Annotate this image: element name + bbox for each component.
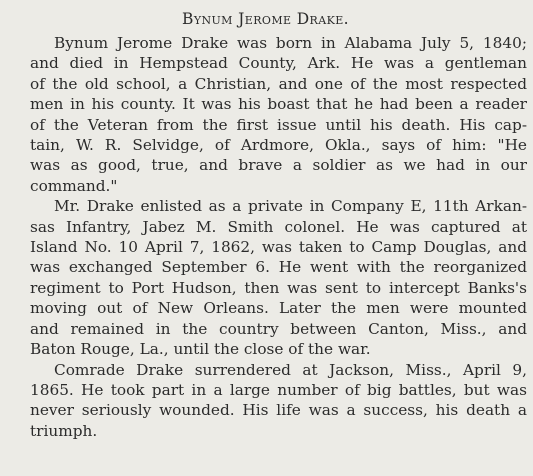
paragraph-line: tain, W. R. Selvidge, of Ardmore, Okla., says of him: "He (30, 136, 527, 155)
paragraph-line: command." (30, 176, 118, 195)
paragraph-line: was as good, true, and brave a soldier as we had in our (30, 156, 527, 175)
paragraph-line: 1865. He took part in a large number of big battles, but was (30, 380, 527, 399)
paragraph-line: moving out of New Orleans. Later the men were mounted (30, 299, 527, 318)
paragraph-line: Mr. Drake enlisted as a private in Company E, 11th Arkan- (54, 197, 527, 216)
paragraph-line: men in his county. It was his boast that he had been a reader (30, 95, 527, 114)
article-title: Bynum Jerome Drake. (182, 10, 349, 28)
paragraph-line: regiment to Port Hudson, then was sent to intercept Banks's (30, 278, 527, 297)
paragraph-line: Island No. 10 April 7, 1862, was taken to Camp Douglas, and (30, 238, 527, 257)
paragraph-line: and died in Hempstead County, Ark. He was a gentleman (30, 54, 527, 73)
paragraph-3 (4, 360, 527, 442)
paragraph-line: triumph. (30, 421, 98, 440)
paragraph-line: never seriously wounded. His life was a success, his death a (30, 401, 527, 420)
paragraph-2 (4, 196, 527, 359)
paragraph-line: Baton Rouge, La., until the close of the war. (30, 340, 371, 359)
paragraph-line: Comrade Drake surrendered at Jackson, Miss., April 9, (54, 360, 527, 379)
paragraph-line: of the old school, a Christian, and one of the most respected (30, 74, 527, 93)
paragraph-line: and remained in the country between Canton, Miss., and (30, 319, 527, 338)
paragraph-1 (4, 33, 527, 196)
paragraph-line: was exchanged September 6. He went with the reorganized (30, 258, 527, 277)
paragraph-line: Bynum Jerome Drake was born in Alabama July 5, 1840; (54, 34, 527, 52)
paragraph-line: of the Veteran from the first issue until his death. His cap- (30, 115, 527, 134)
paragraph-line: sas Infantry, Jabez M. Smith colonel. He was captured at (30, 217, 527, 236)
